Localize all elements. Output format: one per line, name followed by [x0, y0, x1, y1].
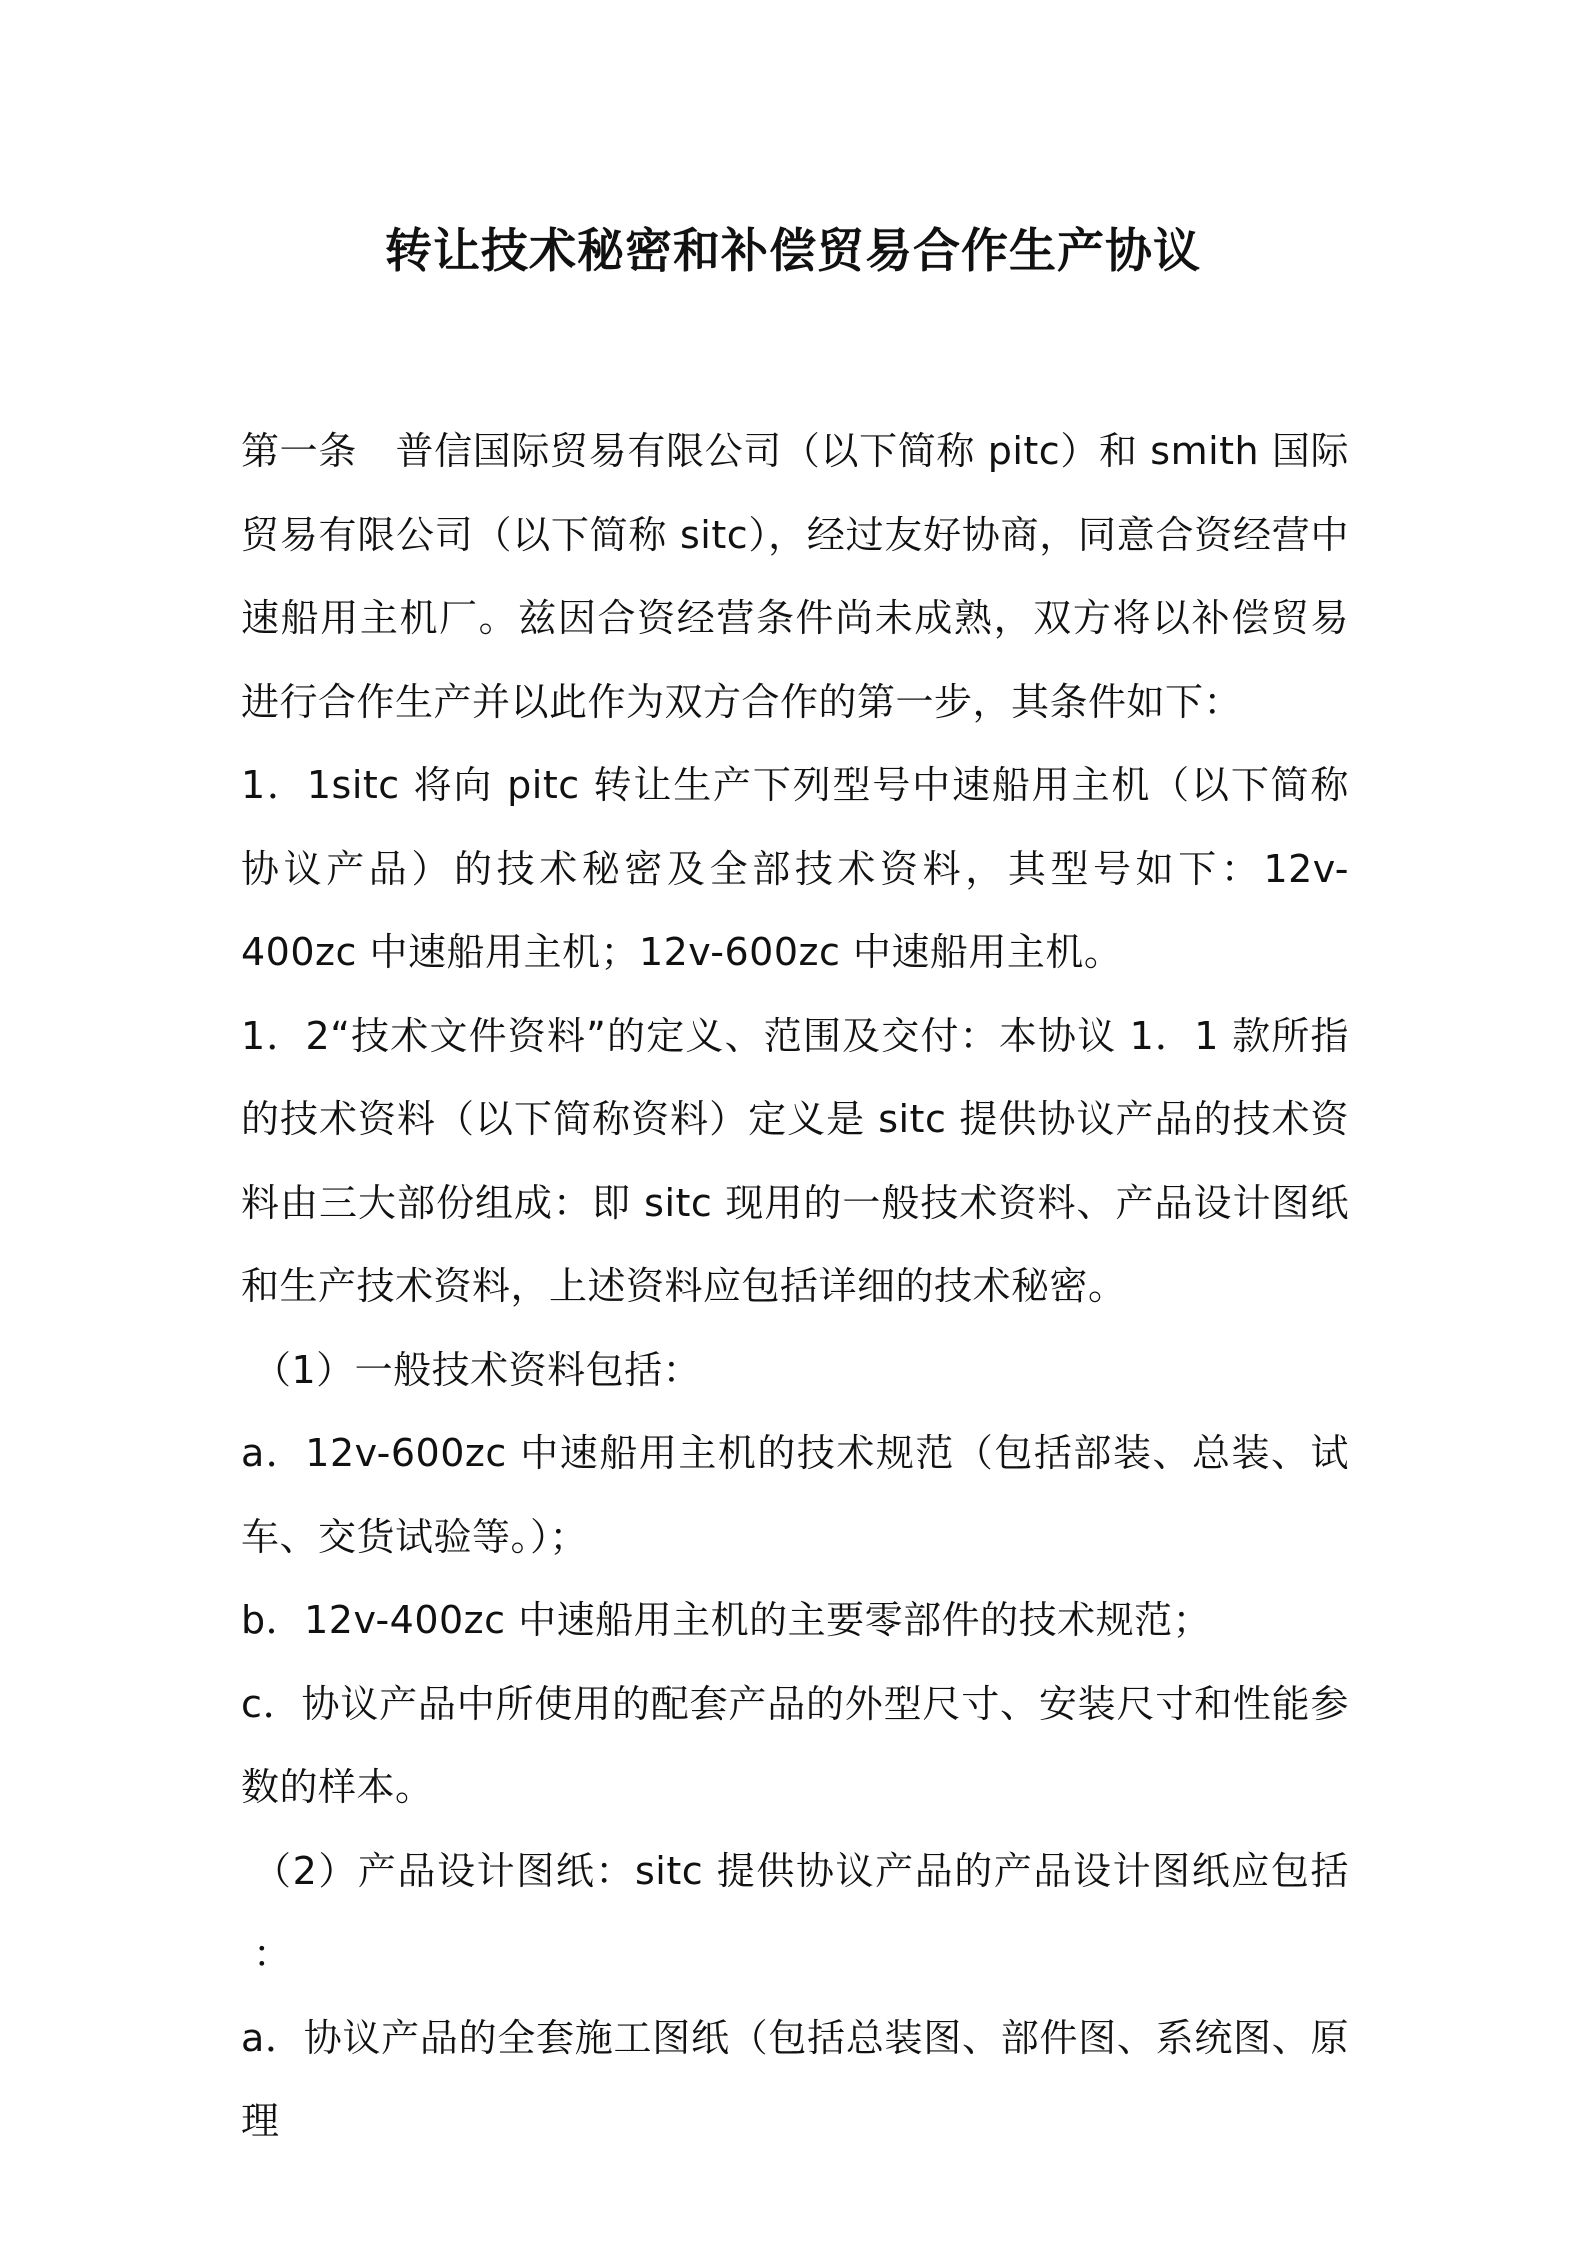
paragraph-article-1: 第一条 普信国际贸易有限公司（以下简称 pitc）和 smith 国际贸易有限公司（以下简称 sitc），经过友好协商，同意合资经营中速船用主机厂。兹因合资经营条件尚未成熟，双方将以补偿贸易进行合作生产并以此作为双方合作的第一步，其条件如下： [241, 429, 1349, 724]
document-title: 转让技术秘密和补偿贸易合作生产协议 [385, 224, 1201, 279]
paragraph-clause-1-1: 1．1sitc 将向 pitc 转让生产下列型号中速船用主机（以下简称协议产品）的技术秘密及全部技术资料，其型号如下：12v-400zc 中速船用主机；12v-600zc 中速船用主机。 [241, 763, 1349, 974]
list-item-general-c: c．协议产品中所使用的配套产品的外型尺寸、安装尺寸和性能参数的样本。 [241, 1681, 1349, 1809]
list-item-design-a: a．协议产品的全套施工图纸（包括总装图、部件图、系统图、原理 [241, 2015, 1349, 2143]
list-item-general-b: b．12v-400zc 中速船用主机的主要零部件的技术规范； [241, 1598, 1212, 1642]
paragraph-clause-1-2: 1．2“技术文件资料”的定义、范围及交付：本协议 1．1 款所指的技术资料（以下简称资料）定义是 sitc 提供协议产品的技术资料由三大部份组成：即 sitc 现用的一般技术资料、产品设计图纸和生产技术资料，上述资料应包括详细的技术秘密。 [241, 1013, 1349, 1308]
list-item-general-a: a．12v-600zc 中速船用主机的技术规范（包括部装、总装、试车、交货试验等。）； [241, 1431, 1349, 1559]
paragraph-design-drawings-heading: （2）产品设计图纸：sitc 提供协议产品的产品设计图纸应包括 ： [253, 1848, 1349, 1976]
document-body [241, 410, 1349, 2164]
paragraph-general-docs-heading: （1）一般技术资料包括： [253, 1347, 702, 1392]
